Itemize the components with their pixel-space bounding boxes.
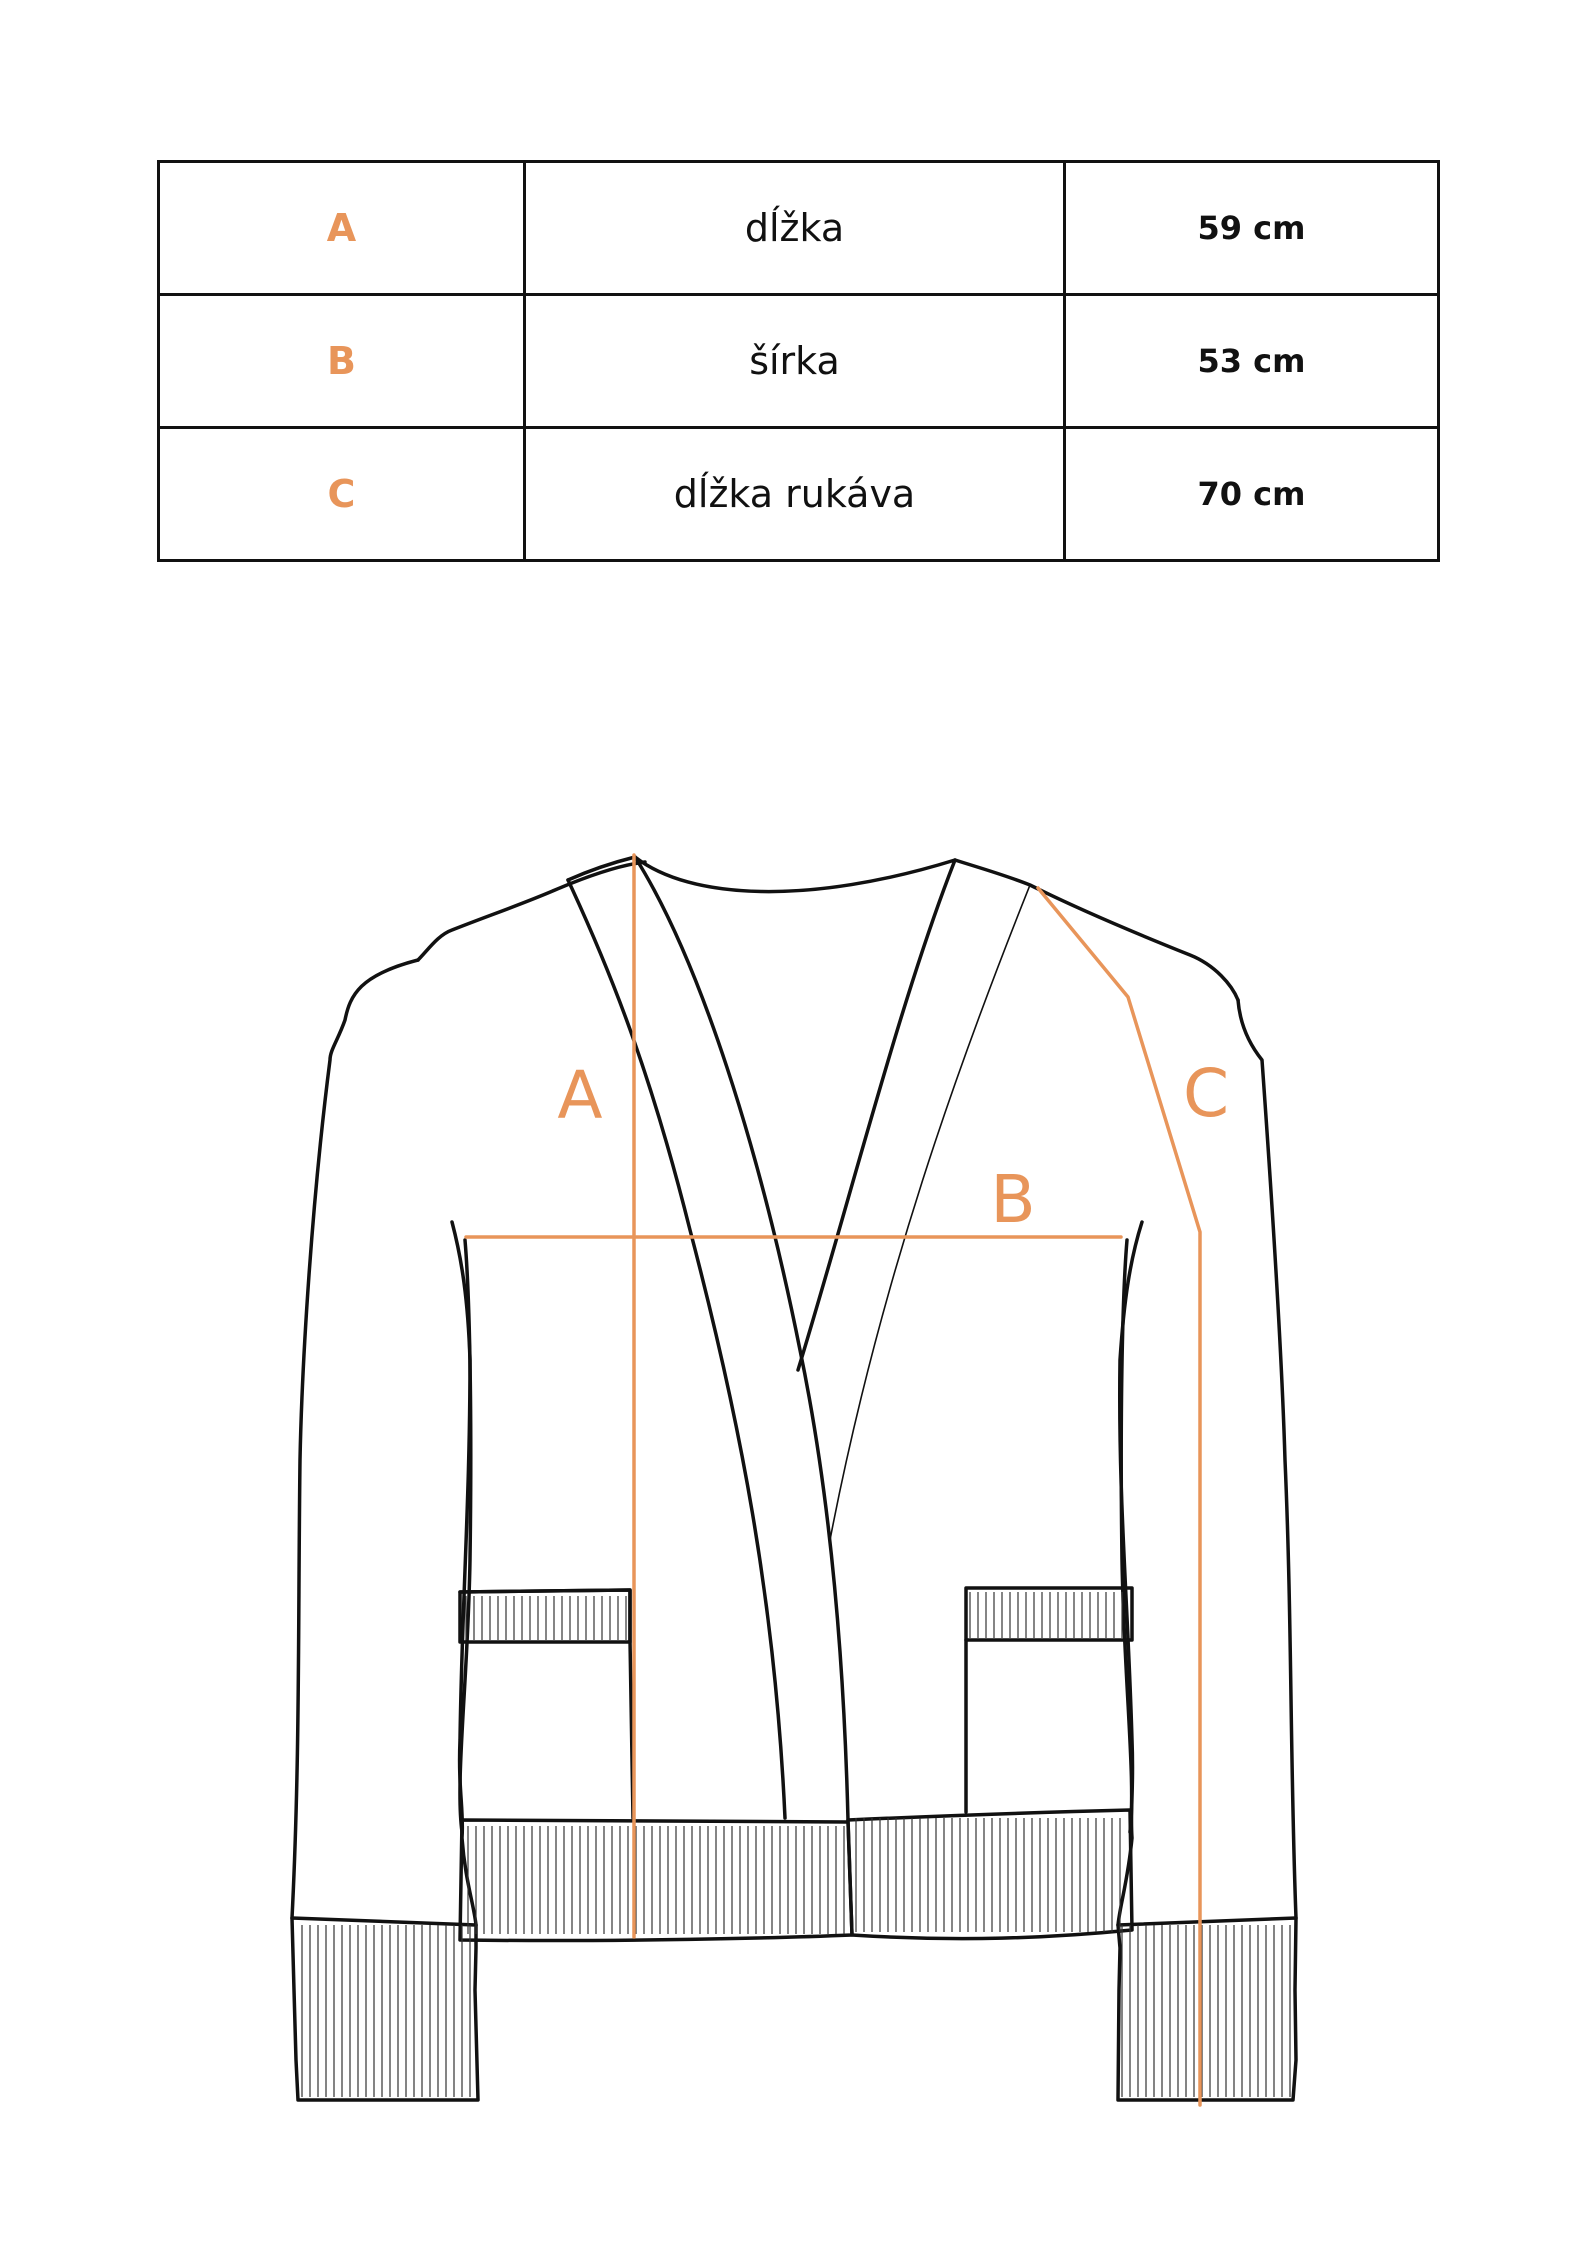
- left-neckline-trim: [568, 857, 635, 880]
- left-shoulder-line: [418, 862, 645, 960]
- right-cuff: [1118, 1918, 1296, 2100]
- left-hem-rib: [460, 1820, 852, 1941]
- row-label: šírka: [525, 295, 1065, 428]
- row-letter: B: [159, 295, 525, 428]
- right-hem-rib: [848, 1810, 1132, 1939]
- left-sleeve-outer: [292, 960, 418, 1918]
- left-front-band-edge: [635, 857, 848, 1820]
- left-pocket-rib: [460, 1590, 630, 1642]
- right-pocket: [966, 1588, 1132, 1640]
- left-cuff: [292, 1918, 478, 2100]
- left-front-band-outer: [568, 880, 785, 1818]
- label-b: B: [990, 1161, 1036, 1238]
- row-label: dĺžka: [525, 162, 1065, 295]
- right-sleeve-outer: [1238, 1000, 1296, 1918]
- right-body-side: [1121, 1240, 1131, 1832]
- row-value: 53 cm: [1065, 295, 1439, 428]
- row-letter: C: [159, 428, 525, 561]
- row-letter: A: [159, 162, 525, 295]
- right-front-band-edge: [798, 860, 955, 1370]
- cardigan-outline: [292, 857, 1296, 2100]
- measurement-lines: [466, 855, 1200, 2105]
- row-value: 59 cm: [1065, 162, 1439, 295]
- label-c: C: [1182, 1055, 1230, 1132]
- label-a: A: [557, 1057, 603, 1134]
- right-shoulder-line: [955, 860, 1238, 1000]
- row-value: 70 cm: [1065, 428, 1439, 561]
- back-neckline: [635, 857, 955, 892]
- row-label: dĺžka rukáva: [525, 428, 1065, 561]
- ribbing-lines: [302, 1592, 1290, 2097]
